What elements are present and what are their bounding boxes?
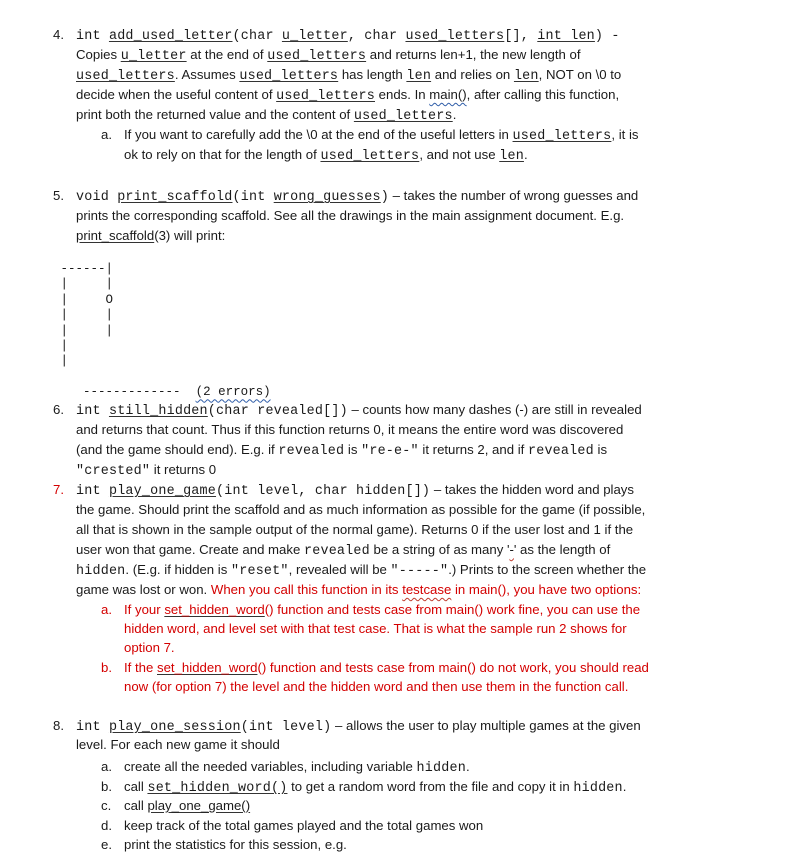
sub-item-text: If you want to carefully add the \0 at the end of the useful letters in used_letters, it is bbox=[124, 127, 639, 144]
item-number: 8. bbox=[53, 718, 64, 733]
description-line: (and the game should end). E.g. if revealed is "re-e-" it returns 2, and if revealed is bbox=[76, 442, 608, 459]
sub-item-label: a. bbox=[101, 602, 112, 617]
scaffold-line: | | bbox=[53, 323, 114, 338]
description-line: the game. Should print the scaffold and as much information as possible for the game (if possible, bbox=[76, 502, 646, 517]
sub-item-text: If your set_hidden_word() function and tests case from main() work fine, you can use the bbox=[124, 602, 641, 617]
scaffold-base: ------------- (2 errors) bbox=[83, 385, 271, 400]
description-line: and returns that count. Thus if this function returns 0, it means the entire word was discovered bbox=[76, 422, 624, 437]
description-line: user won that game. Create and make revealed be a string of as many '-' as the length of bbox=[76, 542, 611, 559]
sub-item-label: b. bbox=[101, 660, 112, 675]
scaffold-line: | bbox=[53, 339, 69, 353]
description-line: level. For each new game it should bbox=[76, 737, 280, 752]
sub-item-text: now (for option 7) the level and the hidden word and then use them in the function call. bbox=[124, 679, 629, 694]
description-line: prints the corresponding scaffold. See all the drawings in the main assignment document. E.g. bbox=[76, 208, 625, 223]
sub-item-text: hidden word, and level set with that test case. That is what the sample run 2 shows for bbox=[124, 621, 627, 636]
function-signature: int still_hidden(char revealed[]) – counts how many dashes (-) are still in revealed bbox=[76, 402, 642, 419]
description-line: decide when the useful content of used_letters ends. In main(), after calling this function, bbox=[76, 87, 620, 104]
sub-item-text: create all the needed variables, including variable hidden. bbox=[124, 759, 470, 776]
item-number: 4. bbox=[53, 27, 64, 42]
sub-item-text: If the set_hidden_word() function and tests case from main() do not work, you should read bbox=[124, 660, 649, 675]
errors-note: (2 errors) bbox=[195, 385, 271, 400]
sub-item-label: c. bbox=[101, 798, 112, 813]
sub-item-label: a. bbox=[101, 759, 112, 774]
sub-item-text: ok to rely on that for the length of used_letters, and not use len. bbox=[124, 147, 528, 164]
item-number: 7. bbox=[53, 482, 64, 497]
sub-item-text: call set_hidden_word() to get a random word from the file and copy it in hidden. bbox=[124, 779, 627, 796]
description-line: hidden. (E.g. if hidden is "reset", revealed will be "-----".) Prints to the screen whether the bbox=[76, 562, 647, 579]
function-signature: int play_one_session(int level) – allows the user to play multiple games at the given bbox=[76, 718, 641, 735]
item-number: 5. bbox=[53, 188, 64, 203]
description-line: print_scaffold(3) will print: bbox=[76, 228, 226, 243]
scaffold-line: | bbox=[53, 354, 69, 369]
sub-item-text: keep track of the total games played and the total games won bbox=[124, 818, 484, 833]
scaffold-line: | | bbox=[53, 277, 114, 292]
function-signature: int add_used_letter(char u_letter, char used_letters[], int len) - bbox=[76, 29, 620, 44]
scaffold-line: | | bbox=[53, 308, 114, 323]
description-line: print both the returned value and the content of used_letters. bbox=[76, 107, 457, 124]
sub-item-label: e. bbox=[101, 837, 112, 852]
sub-item-label: d. bbox=[101, 818, 112, 833]
sub-item-label: a. bbox=[101, 127, 112, 142]
scaffold-line: | O bbox=[53, 292, 114, 307]
description-line: "crested" it returns 0 bbox=[76, 462, 217, 479]
function-signature: void print_scaffold(int wrong_guesses) – takes the number of wrong guesses and bbox=[76, 188, 639, 205]
function-signature: int play_one_game(int level, char hidden[]) – takes the hidden word and plays bbox=[76, 482, 634, 499]
description-line: game was lost or won. When you call this function in its testcase in main(), you have two options: bbox=[76, 582, 642, 597]
sub-item-text: option 7. bbox=[124, 640, 175, 655]
sub-item-label: b. bbox=[101, 779, 112, 794]
description-line: all that is shown in the sample output of the normal game). Returns 0 if the user lost and 1 if the bbox=[76, 522, 634, 537]
description-line: used_letters. Assumes used_letters has length len and relies on len, NOT on \0 to bbox=[76, 67, 622, 84]
sub-item-text: call play_one_game() bbox=[124, 798, 251, 813]
description-line: Copies u_letter at the end of used_letters and returns len+1, the new length of bbox=[76, 47, 581, 64]
scaffold-line: ------| bbox=[53, 262, 114, 276]
item-number: 6. bbox=[53, 402, 64, 417]
sub-item-text: print the statistics for this session, e.g. bbox=[124, 837, 347, 852]
